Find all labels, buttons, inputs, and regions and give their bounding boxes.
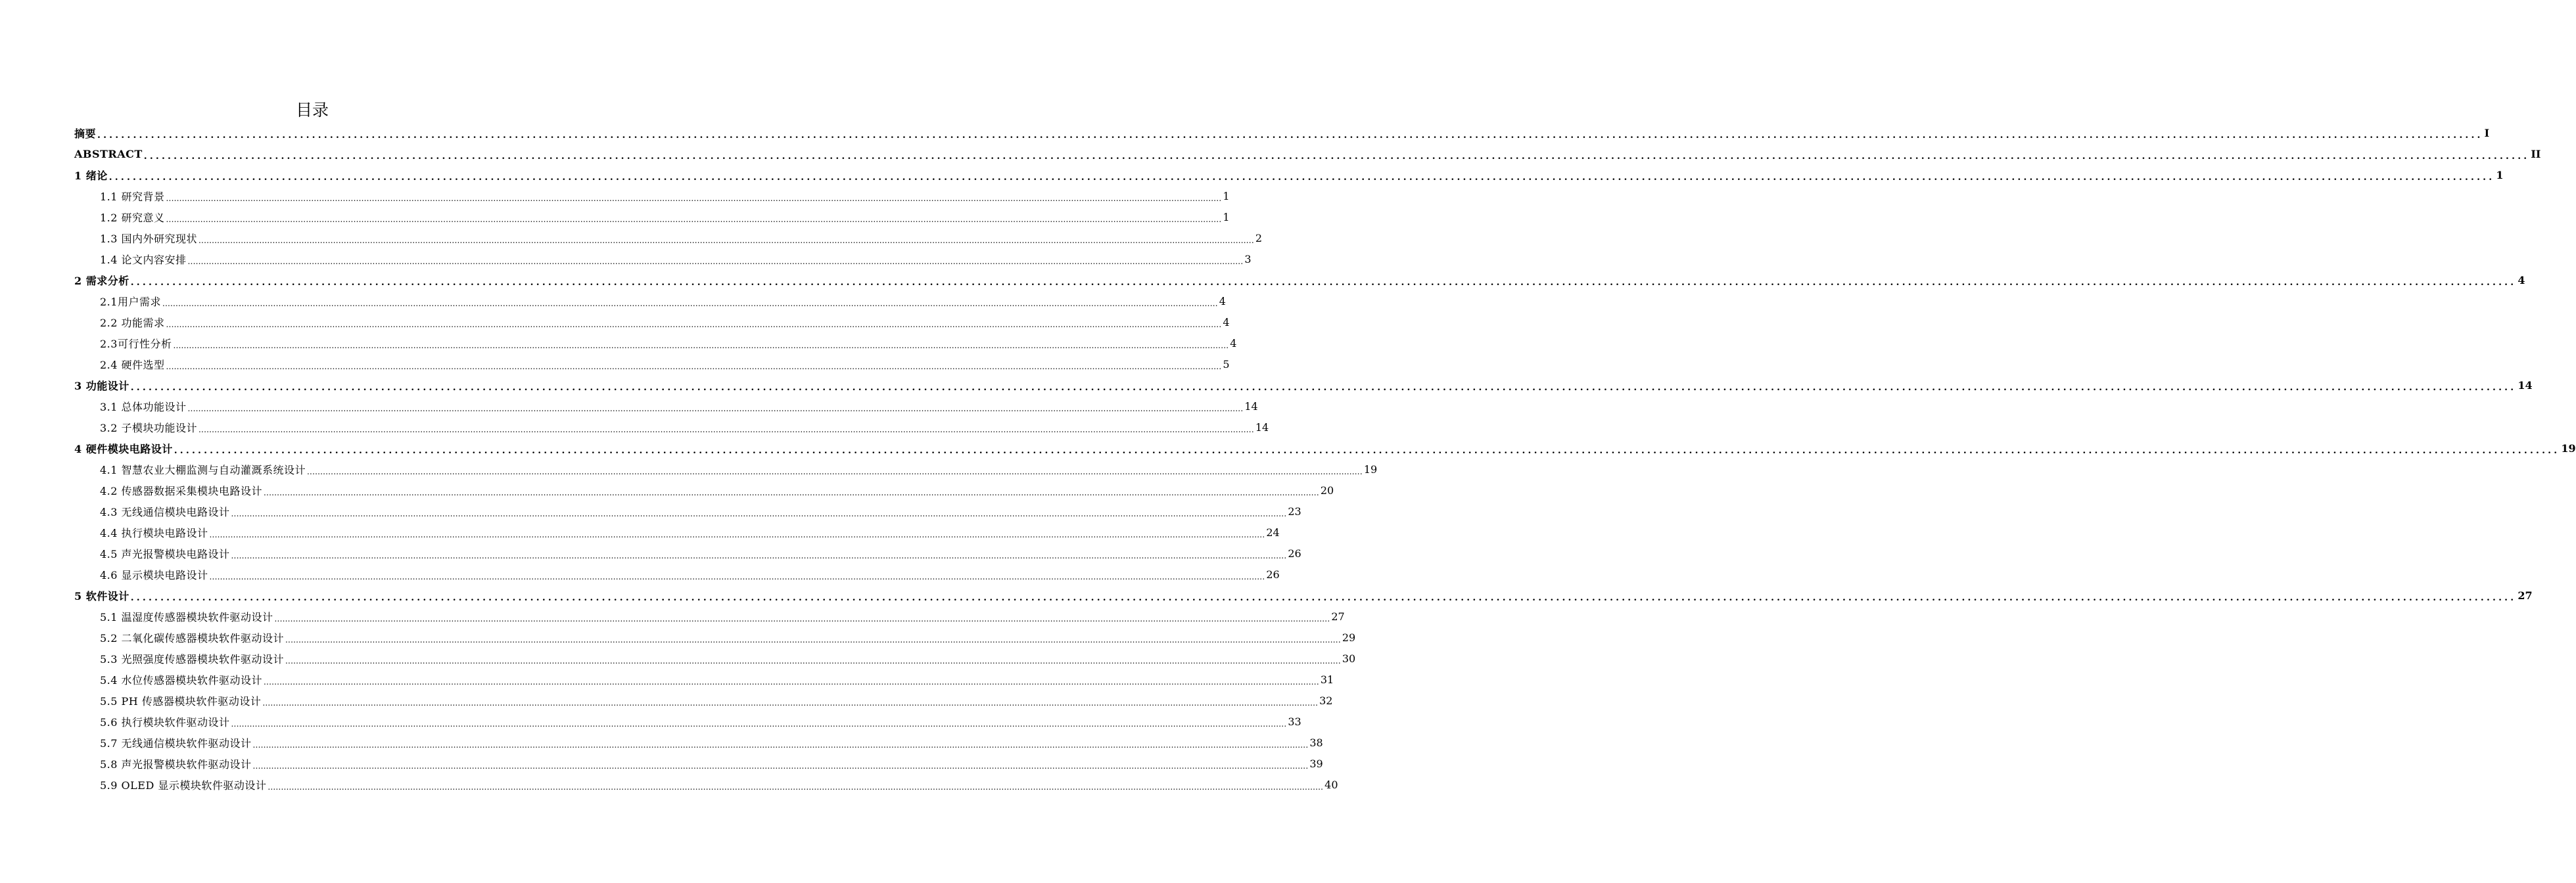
toc-entry-label: 5.1 温湿度传感器模块软件驱动设计: [100, 610, 273, 623]
toc-entry-page-number: II: [2531, 147, 2541, 160]
toc-entry-page-number: 38: [1309, 736, 1323, 749]
toc-entry-label: 4.6 显示模块电路设计: [100, 568, 208, 581]
dot-leader: ................................................................................................................................................................................................................................................................................................................................................................................................................: [162, 299, 1218, 308]
toc-chapter-entry[interactable]: [74, 438, 2576, 459]
dot-leader: ................................................................................................................................................................................................................................................................................................................................................................................................................: [231, 719, 1287, 729]
toc-entry-page-number: 1: [1223, 210, 1230, 223]
toc-section-entry[interactable]: [74, 522, 1280, 543]
toc-entry-page-number: 1: [1223, 189, 1230, 202]
dot-leader: ................................................................................................................................................................................................................................................................................................................................................................................................................: [187, 257, 1244, 266]
toc-entry-label: 4.3 无线通信模块电路设计: [100, 505, 230, 518]
toc-entry-page-number: 33: [1288, 715, 1301, 728]
toc-section-entry[interactable]: [74, 732, 1323, 753]
toc-entry-label: 5.8 声光报警模块软件驱动设计: [100, 758, 252, 771]
toc-entry-page-number: 24: [1266, 526, 1280, 539]
toc-entry-label: 4 硬件模块电路设计: [74, 442, 173, 455]
toc-section-entry[interactable]: [74, 774, 1338, 795]
toc-section-entry[interactable]: [74, 480, 1334, 501]
toc-entry-label: 4.4 执行模块电路设计: [100, 526, 208, 539]
dot-leader: ................................................................................................................................................................................................................................................................................................................................................................................................................: [268, 782, 1324, 792]
dot-leader: ................................................................................................................................................................................................................................................................................................................................................................................................................: [285, 656, 1341, 666]
dot-leader: ................................................................................................................................................................................................................................................................................................................................................................................................................: [252, 740, 1309, 750]
toc-section-entry[interactable]: [74, 459, 1378, 480]
toc-entry-page-number: 4: [2517, 273, 2525, 286]
toc-entry-page-number: 23: [1288, 505, 1301, 518]
toc-entry-label: 5 软件设计: [74, 589, 129, 602]
toc-entry-page-number: 39: [1309, 757, 1323, 770]
toc-chapter-entry[interactable]: [74, 143, 2541, 164]
dot-leader: ................................................................................................................................................................................................................................................................................................................................................................................................................: [252, 761, 1309, 771]
toc-section-entry[interactable]: [74, 227, 1263, 248]
toc-section-entry[interactable]: [74, 290, 1226, 311]
toc-chapter-entry[interactable]: [74, 374, 2533, 396]
toc-entry-page-number: 4: [1230, 336, 1237, 350]
toc-entry-label: 4.1 智慧农业大棚监测与自动灌溉系统设计: [100, 463, 306, 476]
toc-chapter-entry[interactable]: [74, 269, 2525, 290]
dot-leader: ................................................................................................................................................................................................................................................................................................................................................................................................................: [166, 215, 1222, 224]
toc-entry-page-number: 30: [1342, 652, 1356, 665]
toc-entry-label: 3.2 子模块功能设计: [100, 421, 198, 434]
dot-leader: ................................................................................................................................................................................................................................................................................................................................................................................................................: [285, 635, 1341, 645]
toc-section-entry[interactable]: [74, 311, 1230, 332]
toc-entry-label: 2.1用户需求: [100, 295, 161, 308]
dot-leader: ................................................................................................................................................................................................................................................................................................................................................................................................................: [209, 572, 1265, 581]
toc-entry-label: 3 功能设计: [74, 379, 129, 392]
toc-section-entry[interactable]: [74, 396, 1258, 417]
toc-entry-label: 1.2 研究意义: [100, 211, 165, 224]
toc-entry-label: 2.4 硬件选型: [100, 358, 165, 371]
toc-entry-page-number: 1: [2496, 168, 2504, 181]
toc-entry-page-number: 19: [1363, 463, 1378, 476]
toc-entry-label: ABSTRACT: [74, 147, 143, 160]
toc-entry-label: 5.7 无线通信模块软件驱动设计: [100, 736, 252, 750]
toc-entry-page-number: 4: [1219, 294, 1226, 307]
toc-entry-page-number: 4: [1223, 315, 1230, 328]
toc-entry-label: 2.2 功能需求: [100, 316, 165, 329]
dot-leader: ................................................................................................................................................................................................................................................................................................................................................................................................................: [199, 425, 1254, 434]
toc-section-entry[interactable]: [74, 332, 1237, 353]
toc-section-entry[interactable]: [74, 206, 1230, 227]
toc-entry-label: 1 绪论: [74, 169, 108, 182]
toc-section-entry[interactable]: [74, 564, 1280, 585]
toc-entry-page-number: 31: [1320, 673, 1334, 686]
toc-chapter-entry[interactable]: [74, 122, 2490, 143]
toc-title: 目录: [295, 101, 329, 120]
toc-section-entry[interactable]: [74, 501, 1301, 522]
toc-entry-page-number: 3: [1244, 252, 1252, 265]
toc-entry-label: 2 需求分析: [74, 274, 129, 287]
toc-section-entry[interactable]: [74, 543, 1301, 564]
toc-chapter-entry[interactable]: [74, 164, 2504, 185]
toc-entry-page-number: 27: [2517, 589, 2533, 602]
toc-entry-page-number: 26: [1266, 568, 1280, 581]
toc-entry-page-number: I: [2484, 126, 2490, 139]
toc-entry-label: 5.9 OLED 显示模块软件驱动设计: [100, 779, 267, 792]
dot-leader: ................................................................................................................................................................................................................................................................................................................................................................................................................: [108, 172, 2495, 183]
dot-leader: ................................................................................................................................................................................................................................................................................................................................................................................................................: [173, 341, 1229, 350]
toc-entry-page-number: 2: [1255, 231, 1263, 244]
toc-entry-page-number: 26: [1288, 547, 1301, 560]
toc-section-entry[interactable]: [74, 353, 1230, 374]
toc-entry-label: 5.4 水位传感器模块软件驱动设计: [100, 673, 263, 687]
toc-entry-label: 1.1 研究背景: [100, 190, 165, 203]
dot-leader: ................................................................................................................................................................................................................................................................................................................................................................................................................: [143, 151, 2530, 162]
dot-leader: ................................................................................................................................................................................................................................................................................................................................................................................................................: [130, 593, 2517, 603]
toc-entry-page-number: 19: [2561, 442, 2576, 455]
dot-leader: ................................................................................................................................................................................................................................................................................................................................................................................................................: [130, 277, 2517, 288]
dot-leader: ................................................................................................................................................................................................................................................................................................................................................................................................................: [199, 236, 1254, 245]
toc-section-entry[interactable]: [74, 248, 1252, 269]
dot-leader: ................................................................................................................................................................................................................................................................................................................................................................................................................: [166, 320, 1222, 329]
table-of-contents: [74, 122, 2576, 795]
toc-section-entry[interactable]: [74, 648, 1356, 669]
dot-leader: ................................................................................................................................................................................................................................................................................................................................................................................................................: [187, 404, 1244, 413]
toc-entry-page-number: 5: [1223, 357, 1230, 371]
toc-entry-label: 4.5 声光报警模块电路设计: [100, 547, 230, 560]
toc-entry-label: 5.6 执行模块软件驱动设计: [100, 715, 230, 729]
toc-entry-page-number: 29: [1342, 631, 1356, 644]
dot-leader: ................................................................................................................................................................................................................................................................................................................................................................................................................: [209, 530, 1265, 539]
toc-chapter-entry[interactable]: [74, 585, 2533, 606]
toc-entry-page-number: 14: [1255, 420, 1269, 434]
dot-leader: ................................................................................................................................................................................................................................................................................................................................................................................................................: [274, 614, 1330, 623]
toc-entry-page-number: 27: [1331, 610, 1345, 623]
toc-entry-label: 5.2 二氧化碳传感器模块软件驱动设计: [100, 631, 285, 645]
toc-entry-label: 1.3 国内外研究现状: [100, 232, 198, 245]
toc-section-entry[interactable]: [74, 185, 1230, 206]
dot-leader: ................................................................................................................................................................................................................................................................................................................................................................................................................: [166, 362, 1222, 371]
toc-section-entry[interactable]: [74, 627, 1356, 648]
toc-entry-label: 摘要: [74, 127, 97, 140]
toc-section-entry[interactable]: [74, 606, 1345, 627]
dot-leader: ................................................................................................................................................................................................................................................................................................................................................................................................................: [97, 130, 2483, 141]
toc-entry-label: 1.4 论文内容安排: [100, 253, 187, 266]
toc-entry-page-number: 14: [1244, 399, 1258, 413]
toc-entry-page-number: 14: [2517, 378, 2533, 392]
dot-leader: ................................................................................................................................................................................................................................................................................................................................................................................................................: [264, 677, 1319, 687]
dot-leader: ................................................................................................................................................................................................................................................................................................................................................................................................................: [231, 509, 1287, 518]
dot-leader: ................................................................................................................................................................................................................................................................................................................................................................................................................: [231, 551, 1287, 560]
toc-section-entry[interactable]: [74, 417, 1269, 438]
dot-leader: ................................................................................................................................................................................................................................................................................................................................................................................................................: [262, 698, 1319, 708]
toc-entry-label: 3.1 总体功能设计: [100, 400, 187, 413]
toc-section-entry[interactable]: [74, 753, 1323, 774]
dot-leader: ................................................................................................................................................................................................................................................................................................................................................................................................................: [264, 488, 1319, 497]
toc-section-entry[interactable]: [74, 711, 1301, 732]
dot-leader: ................................................................................................................................................................................................................................................................................................................................................................................................................: [130, 382, 2517, 393]
toc-entry-page-number: 32: [1319, 694, 1333, 707]
toc-entry-label: 5.3 光照强度传感器模块软件驱动设计: [100, 652, 285, 666]
dot-leader: ................................................................................................................................................................................................................................................................................................................................................................................................................: [174, 445, 2560, 456]
toc-entry-label: 4.2 传感器数据采集模块电路设计: [100, 484, 263, 497]
toc-section-entry[interactable]: [74, 669, 1334, 690]
toc-entry-label: 5.5 PH 传感器模块软件驱动设计: [100, 694, 262, 708]
toc-entry-page-number: 40: [1324, 778, 1338, 791]
dot-leader: ................................................................................................................................................................................................................................................................................................................................................................................................................: [166, 194, 1222, 203]
dot-leader: ................................................................................................................................................................................................................................................................................................................................................................................................................: [307, 467, 1363, 476]
toc-entry-page-number: 20: [1320, 484, 1334, 497]
toc-entry-label: 2.3可行性分析: [100, 337, 172, 350]
toc-section-entry[interactable]: [74, 690, 1333, 711]
